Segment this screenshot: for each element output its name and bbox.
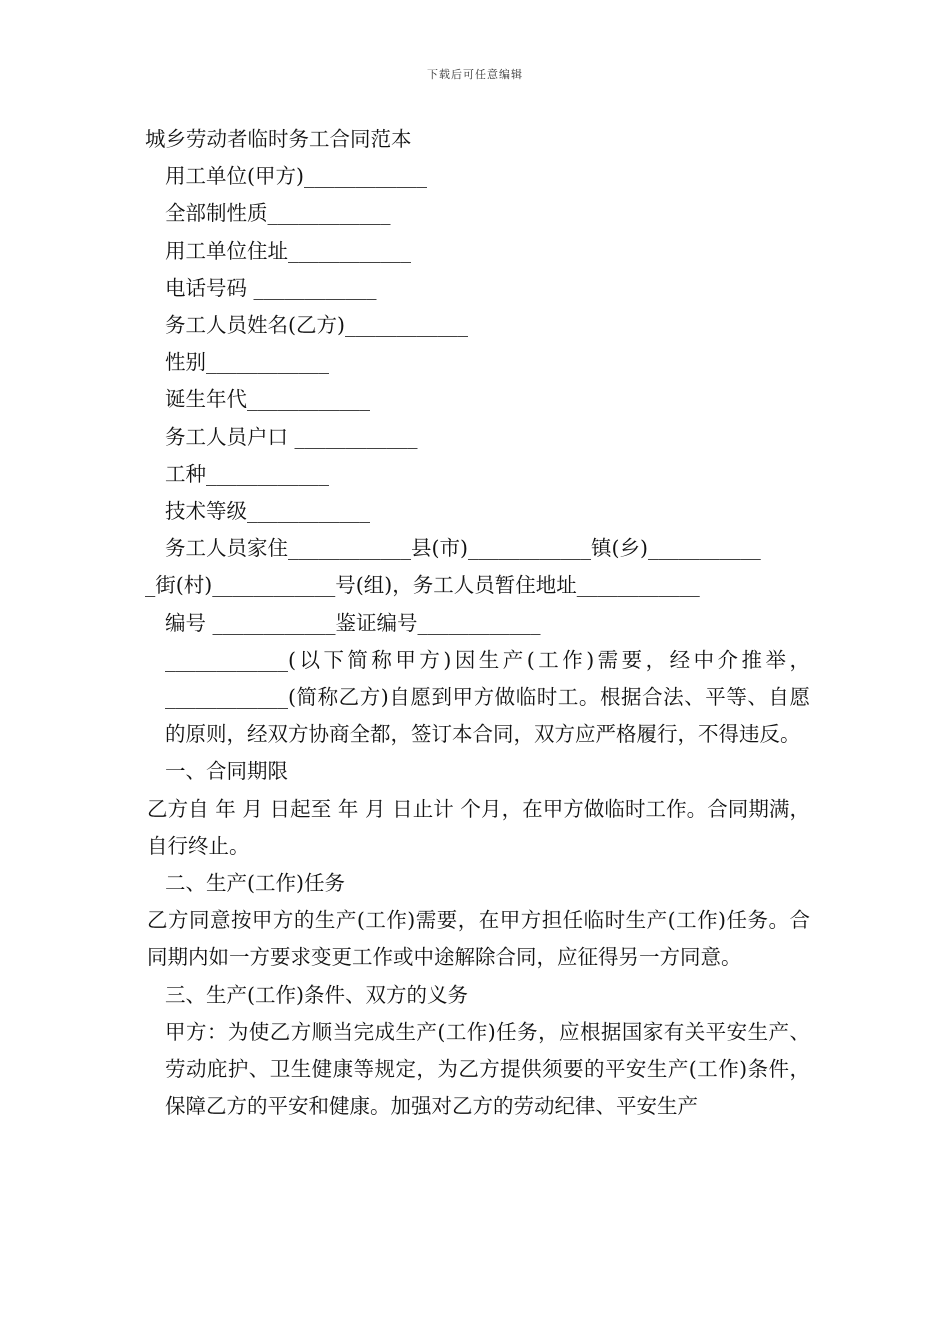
field-gender: 性别____________ <box>165 350 329 375</box>
section-body: 乙方同意按甲方的生产(工作)需要，在甲方担任临时生产(工作)任务。合同期内如一方要求变更工作或中途解除合同，应征得另一方同意。 <box>147 908 810 970</box>
field-worker-name: 务工人员姓名(乙方)____________ <box>165 313 468 338</box>
field-home-address-line1: 务工人员家住____________县(市)____________镇(乡)___________ <box>165 536 761 561</box>
section-heading: 一、合同期限 <box>165 759 288 784</box>
field-ownership: 全部制性质____________ <box>165 201 391 226</box>
section-heading: 二、生产(工作)任务 <box>165 871 345 896</box>
section-body: 甲方：为使乙方顺当完成生产(工作)任务，应根据国家有关平安生产、劳动庇护、卫生健康等规定，为乙方提供须要的平安生产(工作)条件，保障乙方的平安和健康。加强对乙方的劳动纪律、平安生产 <box>165 1019 810 1119</box>
preamble-paragraph: ____________(以下简称甲方)因生产(工作)需要，经中介推举，____________(简称乙方)自愿到甲方做临时工。根据合法、平等、自愿的原则，经双方协商全都，签订本合同，双方应严格履行，不得违反。 <box>165 647 810 747</box>
section-body: 乙方自 年 月 日起至 年 月 日止计 个月，在甲方做临时工作。合同期满，自行终止。 <box>147 796 810 858</box>
field-home-address-line2: _街(村)____________号(组)，务工人员暂住地址____________ <box>145 573 700 598</box>
field-birth: 诞生年代____________ <box>165 387 370 412</box>
field-employer: 用工单位(甲方)____________ <box>165 164 427 189</box>
header-note: 下载后可任意编辑 <box>427 68 523 81</box>
document-title: 城乡劳动者临时务工合同范本 <box>145 127 412 151</box>
field-job-type: 工种____________ <box>165 461 329 486</box>
section-heading: 三、生产(工作)条件、双方的义务 <box>165 982 468 1007</box>
field-employer-address: 用工单位住址____________ <box>165 238 411 263</box>
field-number: 编号 ____________鉴证编号____________ <box>165 610 541 635</box>
field-tech-level: 技术等级____________ <box>165 499 370 524</box>
field-hukou: 务工人员户口 ____________ <box>165 424 418 449</box>
document-body <box>145 121 810 1125</box>
field-phone: 电话号码 ____________ <box>165 275 377 300</box>
